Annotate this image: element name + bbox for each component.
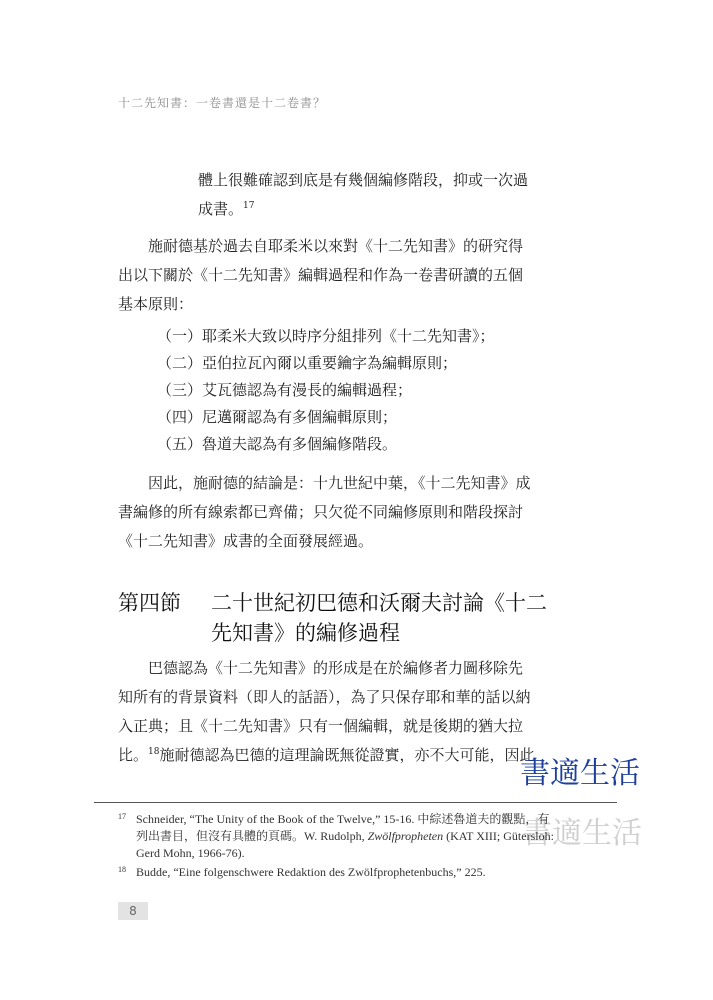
paragraph-line: 入正典；且《十二先知書》只有一個編輯，就是後期的猶大拉 bbox=[118, 717, 524, 735]
paragraph-line: 書編修的所有線索都已齊備；只欠從不同編修原則和階段探討 bbox=[118, 503, 524, 521]
principle-item: （三）艾瓦德認為有漫長的編輯過程； bbox=[157, 381, 413, 399]
paragraph-conclusion bbox=[118, 469, 602, 556]
section-title-line: 二十世紀初巴德和沃爾夫討論《十二 bbox=[211, 591, 547, 615]
section-label: 第四節 bbox=[118, 591, 181, 615]
footnote-item bbox=[118, 864, 602, 881]
quote-line-text: 成書。 bbox=[198, 200, 244, 218]
paragraph-schneider-principles bbox=[118, 232, 602, 319]
principle-item: （五）魯道夫認為有多個編修階段。 bbox=[157, 435, 398, 453]
watermark-logo: 書適生活 bbox=[520, 756, 640, 791]
footnote-number: 18 bbox=[118, 865, 126, 874]
paragraph-line: 因此，施耐德的結論是：十九世紀中葉，《十二先知書》成 bbox=[148, 474, 531, 492]
footnotes bbox=[118, 811, 602, 883]
footnote-text: (KAT XIII; Gütersloh: bbox=[443, 829, 554, 843]
paragraph-line: 基本原則： bbox=[118, 295, 194, 313]
footnote-number: 17 bbox=[118, 812, 126, 821]
footnote-book-title: Zwölfpropheten bbox=[367, 829, 444, 843]
principle-item: （二）亞伯拉瓦內爾以重要鑰字為編輯原則； bbox=[157, 354, 458, 372]
footnote-item bbox=[118, 811, 602, 862]
principle-item: （一）耶柔米大致以時序分組排列《十二先知書》； bbox=[157, 327, 495, 345]
paragraph-line: 《十二先知書》成書的全面發展經過。 bbox=[118, 532, 374, 550]
paragraph-line: 出以下關於《十二先知書》編輯過程和作為一卷書研讀的五個 bbox=[118, 266, 524, 284]
footnote-line: Budde, “Eine folgenschwere Redaktion des Zwölfprophetenbuchs,” 225. bbox=[136, 865, 486, 879]
page-number: 8 bbox=[118, 902, 148, 920]
paragraph-line: 知所有的背景資料（即人的話語），為了只保存耶和華的話以納 bbox=[118, 688, 531, 706]
watermark-logo-faded: 書適生活 bbox=[522, 816, 642, 851]
footnote-line bbox=[136, 828, 602, 845]
quote-line: 體上很難確認到底是有幾個編修階段，抑或一次過 bbox=[198, 171, 529, 189]
footnote-line: Gerd Mohn, 1966-76). bbox=[136, 846, 245, 860]
footnote-divider bbox=[94, 802, 617, 803]
section-title bbox=[211, 588, 601, 648]
paragraph-line-text: 比。 bbox=[118, 746, 149, 764]
section-title-line: 先知書》的編修過程 bbox=[211, 621, 400, 645]
principles-list bbox=[157, 323, 602, 458]
principle-item: （四）尼邁爾認為有多個編輯原則； bbox=[157, 408, 398, 426]
footnote-ref[interactable]: 17 bbox=[243, 201, 255, 211]
footnote-line: Schneider, “The Unity of the Book of the Twelve,” 15-16. 中綜述魯道夫的觀點，有 bbox=[136, 812, 550, 826]
paragraph-line: 巴德認為《十二先知書》的形成是在於編修者力圖移除先 bbox=[148, 659, 524, 677]
footnote-text: 列出書目，但沒有具體的頁碼。W. Rudolph, bbox=[136, 829, 368, 843]
running-head: 十二先知書：一卷書還是十二卷書？ bbox=[118, 96, 327, 110]
paragraph-line: 施耐德基於過去自耶柔米以來對《十二先知書》的研究得 bbox=[148, 237, 524, 255]
footnote-ref[interactable]: 18 bbox=[148, 747, 160, 757]
paragraph-line-text: 施耐德認為巴德的這理論既無從證實，亦不大可能，因此 bbox=[159, 746, 535, 764]
quote-line bbox=[198, 195, 598, 224]
block-quote bbox=[198, 166, 598, 224]
